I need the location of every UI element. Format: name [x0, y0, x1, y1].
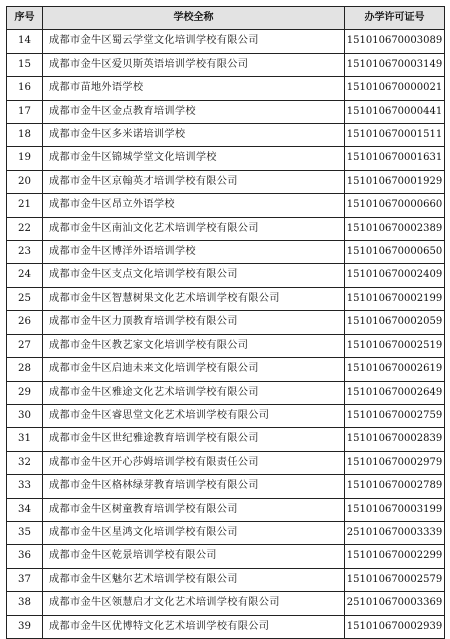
table-row: [7, 287, 445, 310]
license-number-cell: 151010670002789: [345, 475, 445, 498]
school-name-cell: 成都市金牛区锦城学堂文化培训学校: [43, 147, 345, 170]
license-number-cell: 151010670000021: [345, 77, 445, 100]
school-name-cell: 成都市金牛区支点文化培训学校有限公司: [43, 264, 345, 287]
table-row: [7, 334, 445, 357]
license-number-cell: 151010670000650: [345, 241, 445, 264]
license-number-cell: 151010670002649: [345, 381, 445, 404]
license-number-cell: 151010670002839: [345, 428, 445, 451]
table-row: [7, 498, 445, 521]
table-row: [7, 241, 445, 264]
school-name-cell: 成都市金牛区京翰英才培训学校有限公司: [43, 170, 345, 193]
row-seq-cell: 19: [7, 147, 43, 170]
table-row: [7, 100, 445, 123]
row-seq-cell: 34: [7, 498, 43, 521]
school-name-cell: 成都市金牛区乾景培训学校有限公司: [43, 545, 345, 568]
school-name-cell: 成都市金牛区金点教育培训学校: [43, 100, 345, 123]
license-number-cell: 151010670002199: [345, 287, 445, 310]
license-number-cell: 151010670000441: [345, 100, 445, 123]
table-row: [7, 404, 445, 427]
table-row: [7, 475, 445, 498]
school-name-cell: 成都市金牛区睿思堂文化艺术培训学校有限公司: [43, 404, 345, 427]
license-number-cell: 151010670002759: [345, 404, 445, 427]
header-school-name: 学校全称: [43, 7, 345, 30]
license-number-cell: 151010670002979: [345, 451, 445, 474]
header-seq: 序号: [7, 7, 43, 30]
table-row: [7, 592, 445, 615]
license-number-cell: 151010670001631: [345, 147, 445, 170]
header-row: [7, 7, 445, 30]
row-seq-cell: 35: [7, 521, 43, 544]
school-name-cell: 成都市苗地外语学校: [43, 77, 345, 100]
table-row: [7, 615, 445, 638]
row-seq-cell: 31: [7, 428, 43, 451]
license-number-cell: 151010670003149: [345, 53, 445, 76]
row-seq-cell: 30: [7, 404, 43, 427]
row-seq-cell: 17: [7, 100, 43, 123]
school-name-cell: 成都市金牛区启迪未来文化培训学校有限公司: [43, 358, 345, 381]
school-name-cell: 成都市金牛区力顶教育培训学校有限公司: [43, 311, 345, 334]
row-seq-cell: 15: [7, 53, 43, 76]
table-row: [7, 124, 445, 147]
school-name-cell: 成都市金牛区优博特文化艺术培训学校有限公司: [43, 615, 345, 638]
school-name-cell: 成都市金牛区智慧树果文化艺术培训学校有限公司: [43, 287, 345, 310]
school-name-cell: 成都市金牛区多米诺培训学校: [43, 124, 345, 147]
school-name-cell: 成都市金牛区格林绿芽教育培训学校有限公司: [43, 475, 345, 498]
row-seq-cell: 37: [7, 568, 43, 591]
row-seq-cell: 24: [7, 264, 43, 287]
license-number-cell: 151010670002059: [345, 311, 445, 334]
license-number-cell: 151010670000660: [345, 194, 445, 217]
table-body: [7, 30, 445, 639]
row-seq-cell: 29: [7, 381, 43, 404]
license-number-cell: 151010670002389: [345, 217, 445, 240]
school-name-cell: 成都市金牛区雅途文化艺术培训学校有限公司: [43, 381, 345, 404]
row-seq-cell: 16: [7, 77, 43, 100]
row-seq-cell: 26: [7, 311, 43, 334]
school-name-cell: 成都市金牛区世纪雅途教育培训学校有限公司: [43, 428, 345, 451]
table-row: [7, 77, 445, 100]
row-seq-cell: 32: [7, 451, 43, 474]
row-seq-cell: 22: [7, 217, 43, 240]
table-row: [7, 545, 445, 568]
school-name-cell: 成都市金牛区星鸿文化培训学校有限公司: [43, 521, 345, 544]
school-name-cell: 成都市金牛区南汕文化艺术培训学校有限公司: [43, 217, 345, 240]
school-license-table: [6, 6, 445, 639]
table-row: [7, 170, 445, 193]
school-name-cell: 成都市金牛区蜀云学堂文化培训学校有限公司: [43, 30, 345, 53]
license-number-cell: 151010670002409: [345, 264, 445, 287]
license-number-cell: 151010670001511: [345, 124, 445, 147]
row-seq-cell: 38: [7, 592, 43, 615]
license-number-cell: 151010670003199: [345, 498, 445, 521]
table-header: [7, 7, 445, 30]
row-seq-cell: 21: [7, 194, 43, 217]
table-row: [7, 147, 445, 170]
school-name-cell: 成都市金牛区树童教育培训学校有限公司: [43, 498, 345, 521]
school-name-cell: 成都市金牛区博洋外语培训学校: [43, 241, 345, 264]
table-row: [7, 311, 445, 334]
header-license-number: 办学许可证号: [345, 7, 445, 30]
table-row: [7, 451, 445, 474]
document-page: [6, 6, 444, 639]
license-number-cell: 151010670002619: [345, 358, 445, 381]
row-seq-cell: 28: [7, 358, 43, 381]
school-name-cell: 成都市金牛区魅尔艺术培训学校有限公司: [43, 568, 345, 591]
row-seq-cell: 33: [7, 475, 43, 498]
row-seq-cell: 36: [7, 545, 43, 568]
school-name-cell: 成都市金牛区爱贝斯英语培训学校有限公司: [43, 53, 345, 76]
license-number-cell: 251010670003339: [345, 521, 445, 544]
license-number-cell: 151010670002299: [345, 545, 445, 568]
school-name-cell: 成都市金牛区昂立外语学校: [43, 194, 345, 217]
table-row: [7, 53, 445, 76]
table-row: [7, 521, 445, 544]
license-number-cell: 251010670003369: [345, 592, 445, 615]
table-row: [7, 358, 445, 381]
table-row: [7, 30, 445, 53]
table-row: [7, 381, 445, 404]
table-row: [7, 217, 445, 240]
license-number-cell: 151010670001929: [345, 170, 445, 193]
row-seq-cell: 18: [7, 124, 43, 147]
license-number-cell: 151010670002519: [345, 334, 445, 357]
row-seq-cell: 39: [7, 615, 43, 638]
table-row: [7, 264, 445, 287]
table-row: [7, 568, 445, 591]
row-seq-cell: 23: [7, 241, 43, 264]
table-row: [7, 428, 445, 451]
school-name-cell: 成都市金牛区开心莎姆培训学校有限责任公司: [43, 451, 345, 474]
license-number-cell: 151010670003089: [345, 30, 445, 53]
row-seq-cell: 20: [7, 170, 43, 193]
license-number-cell: 151010670002579: [345, 568, 445, 591]
school-name-cell: 成都市金牛区领慧启才文化艺术培训学校有限公司: [43, 592, 345, 615]
license-number-cell: 151010670002939: [345, 615, 445, 638]
table-row: [7, 194, 445, 217]
row-seq-cell: 27: [7, 334, 43, 357]
school-name-cell: 成都市金牛区教艺家文化培训学校有限公司: [43, 334, 345, 357]
row-seq-cell: 25: [7, 287, 43, 310]
row-seq-cell: 14: [7, 30, 43, 53]
